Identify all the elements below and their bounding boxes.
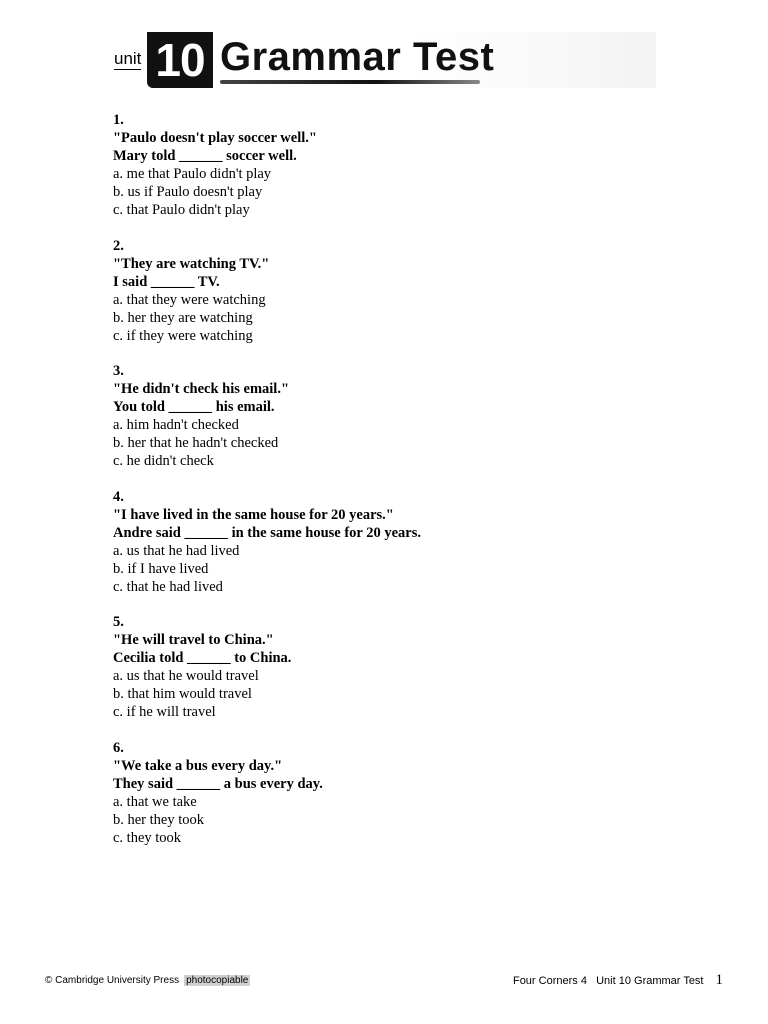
question-quote: "He will travel to China."	[113, 632, 274, 648]
question-prompt: They said ______ a bus every day.	[113, 775, 323, 792]
question-number: 5.	[113, 614, 124, 630]
option-c: c. if he will travel	[113, 704, 216, 720]
option-b: b. us if Paulo doesn't play	[113, 184, 263, 200]
question-number: 6.	[113, 739, 124, 756]
question-prompt: I said ______ TV.	[113, 273, 220, 290]
question-list	[113, 111, 673, 864]
option-c: c. he didn't check	[113, 453, 214, 469]
option-c: c. they took	[113, 829, 182, 846]
question-number: 4.	[113, 488, 124, 505]
option-b: b. her they are watching	[113, 309, 253, 326]
question-3	[113, 362, 673, 470]
footer-copyright	[45, 975, 250, 986]
option-b: b. her that he hadn't checked	[113, 435, 279, 451]
question-number: 3.	[113, 363, 124, 379]
option-b: b. if I have lived	[113, 560, 209, 577]
footer-book-info	[513, 972, 723, 989]
page-number: 1	[715, 972, 723, 988]
option-b: b. that him would travel	[113, 686, 252, 702]
question-number: 1.	[113, 112, 124, 128]
option-a: a. us that he had lived	[113, 542, 240, 559]
unit-number-badge: 10	[147, 32, 213, 88]
option-a: a. me that Paulo didn't play	[113, 166, 272, 182]
unit-label: unit	[114, 49, 142, 68]
question-prompt: Andre said ______ in the same house for 20 years.	[113, 524, 421, 541]
copyright-text: © Cambridge University Press	[45, 975, 180, 986]
option-a: a. that they were watching	[113, 291, 266, 308]
option-a: a. that we take	[113, 793, 197, 810]
option-b: b. her they took	[113, 811, 205, 828]
question-5	[113, 613, 673, 721]
question-6	[113, 739, 673, 847]
option-a: a. him hadn't checked	[113, 417, 239, 433]
question-quote: "Paulo doesn't play soccer well."	[113, 130, 317, 146]
page-title: Grammar Test	[220, 35, 495, 79]
question-4	[113, 488, 673, 596]
option-a: a. us that he would travel	[113, 668, 259, 684]
option-c: c. if they were watching	[113, 327, 253, 344]
question-quote: "They are watching TV."	[113, 255, 270, 272]
question-prompt: Mary told ______ soccer well.	[113, 148, 297, 164]
question-quote: "I have lived in the same house for 20 years."	[113, 506, 394, 523]
question-2	[113, 237, 673, 345]
photocopiable-badge: photocopiable	[186, 975, 249, 986]
question-number: 2.	[113, 237, 124, 254]
title-underline	[220, 80, 480, 84]
question-quote: "We take a bus every day."	[113, 757, 283, 774]
question-1	[113, 111, 673, 219]
question-prompt: You told ______ his email.	[113, 399, 275, 415]
option-c: c. that he had lived	[113, 578, 223, 595]
question-prompt: Cecilia told ______ to China.	[113, 650, 292, 666]
book-info-text: Four Corners 4 Unit 10 Grammar Test	[512, 975, 704, 987]
option-c: c. that Paulo didn't play	[113, 202, 250, 218]
question-quote: "He didn't check his email."	[113, 381, 290, 397]
page-header	[114, 32, 656, 88]
